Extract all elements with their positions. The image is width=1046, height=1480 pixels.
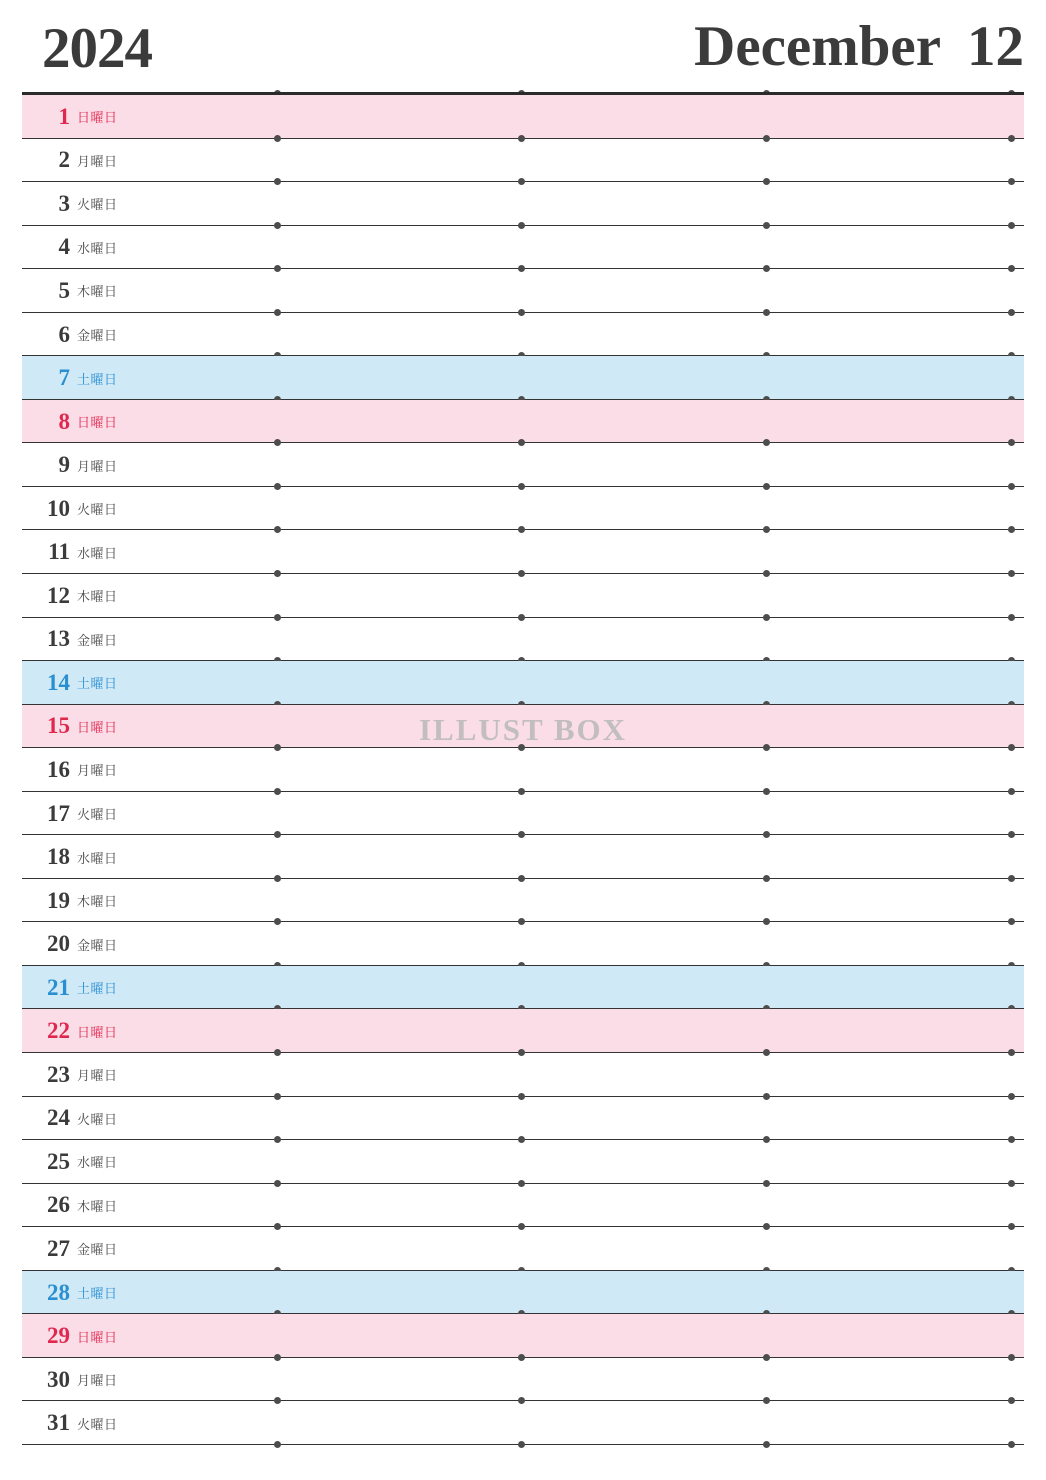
day-label [22,618,118,662]
day-number: 6 [58,321,70,347]
day-row[interactable] [22,748,1024,792]
day-of-week-label: 金曜日 [77,1242,118,1258]
day-number: 19 [47,887,70,913]
day-row-highlight [22,1358,1024,1402]
day-number: 27 [47,1235,70,1261]
day-row[interactable] [22,1401,1024,1445]
day-row[interactable] [22,879,1024,923]
day-label [22,443,118,487]
day-of-week-label: 日曜日 [77,1329,118,1345]
rule-dot [1008,1441,1015,1448]
day-label [22,792,118,836]
day-row-highlight [22,1227,1024,1271]
day-number: 7 [58,365,70,391]
day-label [22,1227,118,1271]
day-of-week-label: 水曜日 [77,1155,118,1171]
day-row-highlight [22,443,1024,487]
day-row-highlight [22,705,1024,749]
day-label [22,182,118,226]
day-row-highlight [22,139,1024,183]
day-label [22,835,118,879]
day-number: 26 [47,1192,70,1218]
day-row[interactable] [22,792,1024,836]
day-of-week-label: 金曜日 [77,632,118,648]
day-row[interactable] [22,139,1024,183]
day-row[interactable] [22,1314,1024,1358]
day-label [22,1053,118,1097]
day-number: 25 [47,1148,70,1174]
day-label [22,922,118,966]
month-number-label: 12 [967,14,1024,78]
day-of-week-label: 木曜日 [77,284,118,300]
day-of-week-label: 水曜日 [77,240,118,256]
day-row-highlight [22,269,1024,313]
day-of-week-label: 日曜日 [77,415,118,431]
day-number: 28 [47,1279,70,1305]
day-of-week-label: 水曜日 [77,850,118,866]
day-row-highlight [22,356,1024,400]
day-row-highlight [22,530,1024,574]
month-name-label: December [694,14,941,78]
day-number: 2 [58,147,70,173]
day-label [22,1401,118,1445]
day-row[interactable] [22,1053,1024,1097]
day-row-highlight [22,400,1024,444]
day-row[interactable] [22,1271,1024,1315]
day-row[interactable] [22,400,1024,444]
day-row[interactable] [22,226,1024,270]
day-number: 13 [47,626,70,652]
day-label [22,400,118,444]
day-of-week-label: 土曜日 [77,371,118,387]
day-of-week-label: 火曜日 [77,502,118,518]
calendar-header [0,0,1046,92]
day-of-week-label: 日曜日 [77,719,118,735]
day-label [22,139,118,183]
day-row-highlight [22,1053,1024,1097]
day-of-week-label: 木曜日 [77,1198,118,1214]
day-label [22,1271,118,1315]
day-row-highlight [22,487,1024,531]
day-row-highlight [22,1140,1024,1184]
rule-dot [763,1441,770,1448]
watermark-text: ILLUST BOX [418,712,628,747]
day-number: 14 [47,669,70,695]
day-of-week-label: 木曜日 [77,894,118,910]
day-of-week-label: 火曜日 [77,1111,118,1127]
day-label [22,530,118,574]
day-row[interactable] [22,574,1024,618]
day-row-highlight [22,182,1024,226]
day-row[interactable] [22,487,1024,531]
day-number: 21 [47,974,70,1000]
day-row-highlight [22,792,1024,836]
day-label [22,748,118,792]
year-label: 2024 [42,16,152,80]
day-row-highlight [22,618,1024,662]
day-row-highlight [22,313,1024,357]
day-row[interactable] [22,1009,1024,1053]
day-number: 15 [47,713,70,739]
day-rows-container [22,92,1024,1445]
day-label [22,966,118,1010]
day-number: 8 [58,408,70,434]
day-row-highlight [22,574,1024,618]
day-row[interactable] [22,1184,1024,1228]
day-row-highlight [22,1097,1024,1141]
day-of-week-label: 月曜日 [77,458,118,474]
day-of-week-label: 金曜日 [77,937,118,953]
day-number: 31 [47,1410,70,1436]
day-row-highlight [22,1184,1024,1228]
day-number: 18 [47,844,70,870]
day-row[interactable] [22,356,1024,400]
day-of-week-label: 月曜日 [77,1373,118,1389]
day-label [22,574,118,618]
day-label [22,226,118,270]
day-of-week-label: 土曜日 [77,676,118,692]
day-label [22,1009,118,1053]
day-row[interactable] [22,1358,1024,1402]
day-of-week-label: 日曜日 [77,1024,118,1040]
day-number: 16 [47,756,70,782]
day-row[interactable] [22,182,1024,226]
day-row[interactable] [22,1227,1024,1271]
day-number: 22 [47,1018,70,1044]
day-row[interactable] [22,1097,1024,1141]
day-row[interactable] [22,530,1024,574]
day-row-highlight [22,95,1024,139]
day-row-highlight [22,835,1024,879]
day-row[interactable] [22,922,1024,966]
day-row-highlight [22,1401,1024,1445]
day-of-week-label: 火曜日 [77,807,118,823]
month-group [694,14,1024,78]
day-number: 30 [47,1366,70,1392]
day-number: 17 [47,800,70,826]
day-row[interactable] [22,95,1024,139]
day-label [22,1097,118,1141]
day-row-highlight [22,1271,1024,1315]
day-number: 24 [47,1105,70,1131]
day-of-week-label: 月曜日 [77,763,118,779]
day-row-highlight [22,1009,1024,1053]
day-label [22,1358,118,1402]
day-row[interactable] [22,618,1024,662]
day-of-week-label: 土曜日 [77,981,118,997]
day-label [22,95,118,139]
day-of-week-label: 日曜日 [77,110,118,126]
day-of-week-label: 火曜日 [77,197,118,213]
day-row[interactable] [22,269,1024,313]
day-number: 23 [47,1061,70,1087]
day-row[interactable] [22,966,1024,1010]
day-row-highlight [22,661,1024,705]
day-row-highlight [22,879,1024,923]
day-row[interactable] [22,661,1024,705]
day-row-highlight [22,226,1024,270]
day-label [22,269,118,313]
day-number: 1 [58,103,70,129]
day-label [22,1184,118,1228]
day-of-week-label: 火曜日 [77,1416,118,1432]
day-of-week-label: 木曜日 [77,589,118,605]
day-row[interactable] [22,835,1024,879]
day-row-highlight [22,748,1024,792]
day-number: 5 [58,277,70,303]
day-label [22,1314,118,1358]
day-row-highlight [22,922,1024,966]
day-number: 29 [47,1323,70,1349]
day-label [22,313,118,357]
day-label [22,1140,118,1184]
day-of-week-label: 金曜日 [77,328,118,343]
day-number: 3 [58,190,70,216]
day-row[interactable] [22,1140,1024,1184]
day-label [22,356,118,400]
day-of-week-label: 月曜日 [77,153,118,169]
day-label [22,705,118,749]
day-number: 10 [47,495,70,521]
day-of-week-label: 土曜日 [77,1286,118,1302]
day-label [22,487,118,531]
day-number: 9 [58,452,70,478]
day-row[interactable] [22,705,1024,749]
day-row-highlight [22,966,1024,1010]
day-row[interactable] [22,443,1024,487]
day-label [22,661,118,705]
day-row[interactable] [22,313,1024,357]
day-of-week-label: 月曜日 [77,1068,118,1084]
day-row-highlight [22,1314,1024,1358]
rule-dot [518,1441,525,1448]
day-number: 4 [58,234,70,260]
day-number: 11 [48,539,70,565]
day-label [22,879,118,923]
day-number: 12 [47,582,70,608]
rule-dot [274,1441,281,1448]
day-of-week-label: 水曜日 [77,545,118,561]
day-number: 20 [47,931,70,957]
